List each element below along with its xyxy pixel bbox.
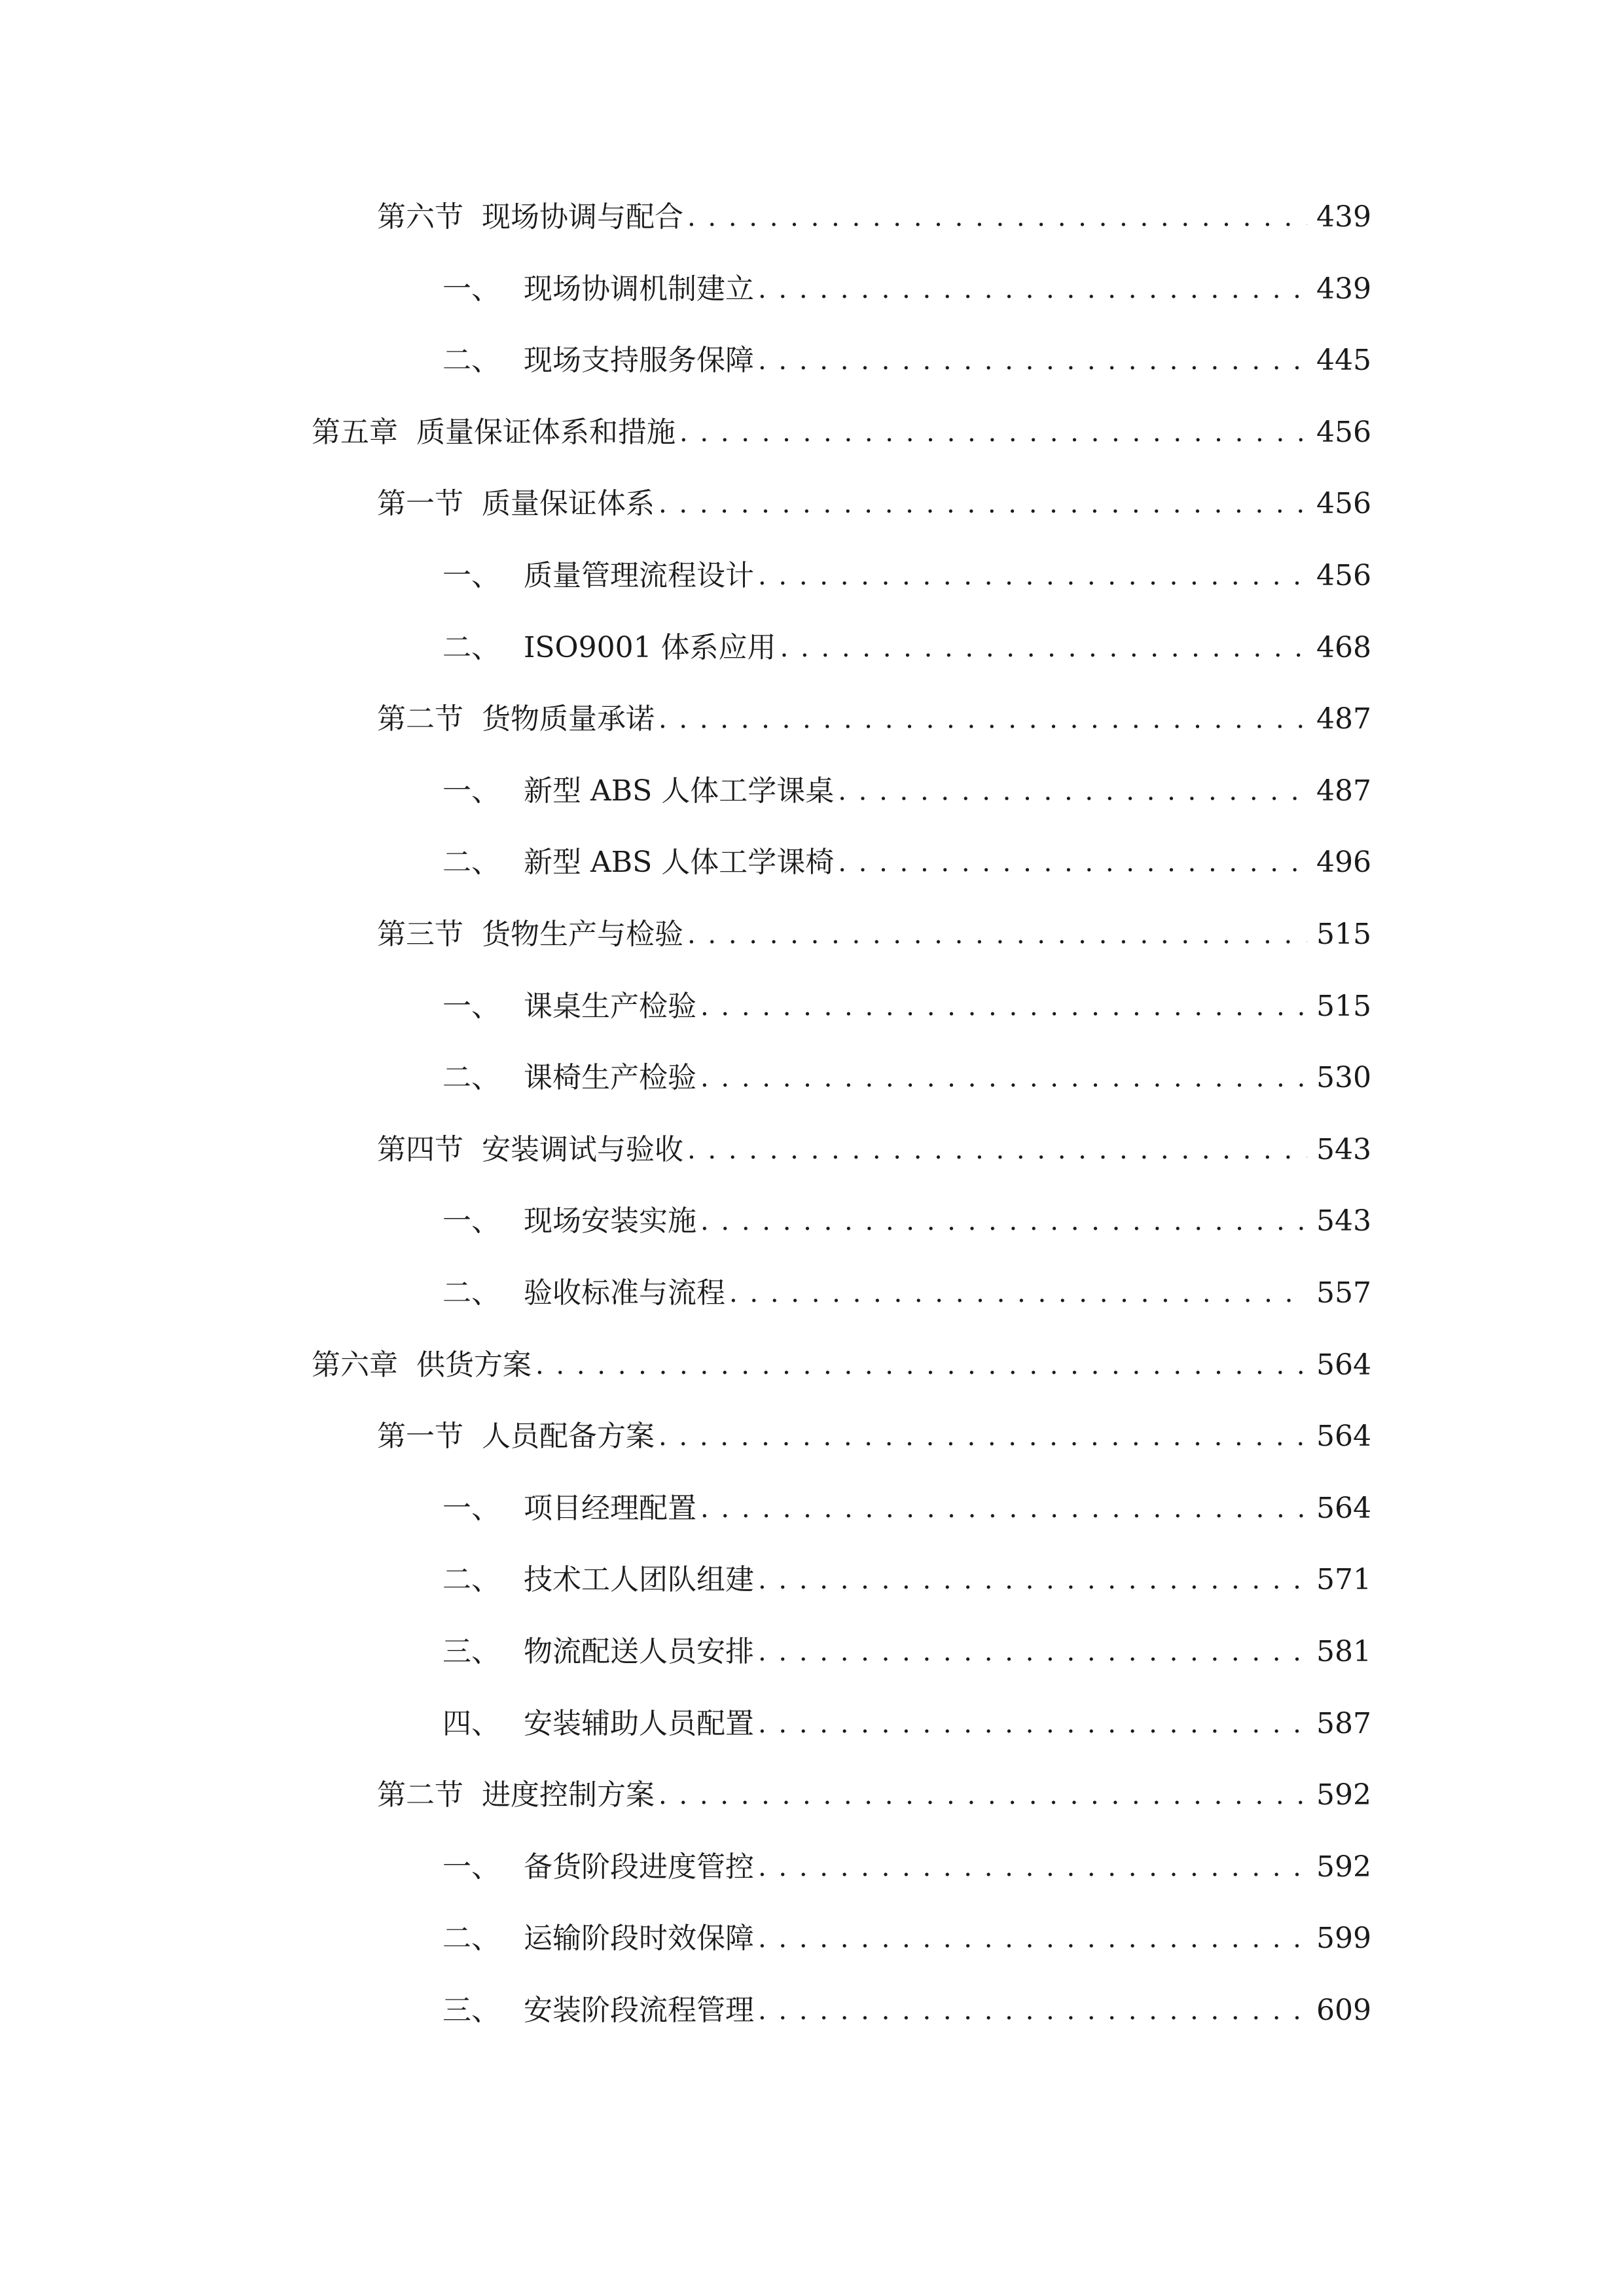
- toc-entry[interactable]: [442, 1627, 1371, 1677]
- toc-entry-number: 第六节: [377, 200, 463, 234]
- dot-leader: [659, 694, 1307, 744]
- toc-entry-label: [312, 1340, 535, 1390]
- toc-entry-label: [377, 192, 687, 242]
- toc-entry-label: [442, 264, 758, 314]
- toc-entry-title: 进度控制方案: [482, 1778, 655, 1812]
- dot-leader: [758, 1986, 1307, 2036]
- toc-entry-number: 一、: [442, 1204, 500, 1238]
- toc-entry[interactable]: [442, 1196, 1371, 1246]
- dot-leader: [758, 264, 1307, 314]
- toc-page-number: 456: [1316, 487, 1371, 520]
- toc-entry-number: 第二节: [377, 1778, 463, 1812]
- toc-entry[interactable]: [442, 982, 1371, 1031]
- toc-entry-label: [377, 910, 687, 960]
- dot-leader: [838, 766, 1307, 816]
- toc-entry[interactable]: [442, 551, 1371, 601]
- toc-page-number: 564: [1316, 1420, 1371, 1453]
- toc-entry-label: [442, 336, 758, 386]
- toc-entry[interactable]: [377, 479, 1371, 529]
- toc-entry[interactable]: [377, 1125, 1371, 1175]
- toc-entry-number: 一、: [442, 1850, 500, 1884]
- toc-page-number: 609: [1316, 1994, 1371, 2027]
- toc-entry[interactable]: [377, 694, 1371, 744]
- toc-entry-title: ISO9001 体系应用: [524, 631, 776, 664]
- toc-entry-number: 二、: [442, 344, 500, 377]
- toc-entry-number: 二、: [442, 846, 500, 879]
- toc-entry[interactable]: [442, 1986, 1371, 2036]
- toc-page-number: 587: [1316, 1707, 1371, 1740]
- dot-leader: [780, 623, 1307, 673]
- toc-entry-title: 质量管理流程设计: [524, 559, 754, 592]
- toc-entry-title: 安装辅助人员配置: [524, 1707, 754, 1740]
- toc-entry[interactable]: [442, 1268, 1371, 1318]
- toc-entry-title: 质量保证体系: [482, 487, 655, 520]
- toc-entry[interactable]: [442, 1914, 1371, 1964]
- toc-entry[interactable]: [377, 910, 1371, 960]
- dot-leader: [659, 1412, 1307, 1462]
- dot-leader: [758, 1914, 1307, 1964]
- dot-leader: [758, 1627, 1307, 1677]
- toc-entry-title: 项目经理配置: [524, 1492, 696, 1525]
- dot-leader: [700, 1053, 1307, 1103]
- dot-leader: [679, 408, 1307, 457]
- toc-entry-number: 三、: [442, 1635, 500, 1668]
- toc-entry-label: [377, 694, 659, 744]
- toc-page-number: 530: [1316, 1061, 1371, 1094]
- toc-entry-label: [442, 1627, 758, 1677]
- toc-page-number: 557: [1316, 1276, 1371, 1310]
- toc-entry[interactable]: [377, 1770, 1371, 1820]
- toc-entry-number: 第一节: [377, 1420, 463, 1453]
- toc-entry-label: [442, 838, 838, 888]
- toc-entry-title: 质量保证体系和措施: [416, 416, 676, 449]
- toc-page-number: 496: [1316, 846, 1371, 879]
- toc-entry-number: 二、: [442, 1563, 500, 1596]
- dot-leader: [758, 1699, 1307, 1749]
- toc-entry[interactable]: [442, 1555, 1371, 1605]
- toc-entry-number: 二、: [442, 1276, 500, 1310]
- toc-entry-title: 运输阶段时效保障: [524, 1922, 754, 1955]
- toc-entry-label: [377, 1770, 659, 1820]
- toc-entry-title: 验收标准与流程: [524, 1276, 725, 1310]
- toc-entry[interactable]: [442, 264, 1371, 314]
- toc-entry-title: 物流配送人员安排: [524, 1635, 754, 1668]
- toc-entry-number: 一、: [442, 272, 500, 306]
- toc-page-number: 515: [1316, 990, 1371, 1023]
- toc-entry-label: [377, 1412, 659, 1462]
- toc-page-number: 468: [1316, 631, 1371, 664]
- toc-entry[interactable]: [377, 1412, 1371, 1462]
- toc-entry-title: 安装阶段流程管理: [524, 1994, 754, 2027]
- toc-entry-number: 一、: [442, 559, 500, 592]
- toc-entry-title: 现场协调机制建立: [524, 272, 754, 306]
- toc-entry-title: 现场安装实施: [524, 1204, 696, 1238]
- toc-page-number: 543: [1316, 1204, 1371, 1238]
- toc-entry-title: 现场协调与配合: [482, 200, 683, 234]
- toc-entry-number: 一、: [442, 774, 500, 808]
- toc-entry-label: [377, 479, 659, 529]
- toc-entry-number: 第一节: [377, 487, 463, 520]
- toc-page-number: 515: [1316, 918, 1371, 951]
- toc-page-number: 487: [1316, 702, 1371, 736]
- dot-leader: [687, 910, 1307, 960]
- toc-entry-number: 第三节: [377, 918, 463, 951]
- toc-entry-title: 课椅生产检验: [524, 1061, 696, 1094]
- toc-page-number: 564: [1316, 1492, 1371, 1525]
- toc-page-number: 564: [1316, 1348, 1371, 1382]
- toc-entry-label: [442, 1986, 758, 2036]
- toc-page-number: 439: [1316, 200, 1371, 234]
- toc-entry-label: [442, 766, 838, 816]
- toc-entry[interactable]: [442, 1053, 1371, 1103]
- toc-entry-label: [442, 551, 758, 601]
- toc-entry-title: 课桌生产检验: [524, 990, 696, 1023]
- toc-entry[interactable]: [442, 1484, 1371, 1534]
- toc-entry-label: [442, 1196, 700, 1246]
- toc-entry-number: 一、: [442, 1492, 500, 1525]
- dot-leader: [687, 1125, 1307, 1175]
- toc-page-number: 456: [1316, 559, 1371, 592]
- toc-entry-label: [312, 408, 679, 457]
- toc-entry-number: 第五章: [312, 416, 398, 449]
- toc-entry-label: [442, 623, 780, 673]
- toc-entry-number: 二、: [442, 1922, 500, 1955]
- toc-page-number: 439: [1316, 272, 1371, 306]
- toc-entry[interactable]: [442, 1842, 1371, 1892]
- toc-entry-label: [442, 1484, 700, 1534]
- dot-leader: [700, 982, 1307, 1031]
- toc-entry-title: 新型 ABS 人体工学课椅: [524, 846, 835, 879]
- toc-entry[interactable]: [442, 336, 1371, 386]
- toc-entry-label: [442, 1699, 758, 1749]
- toc-entry-number: 第六章: [312, 1348, 398, 1382]
- toc-entry[interactable]: [442, 838, 1371, 888]
- toc-entry[interactable]: [442, 1699, 1371, 1749]
- dot-leader: [838, 838, 1307, 888]
- toc-entry-label: [377, 1125, 687, 1175]
- toc-page-number: 456: [1316, 416, 1371, 449]
- dot-leader: [700, 1196, 1307, 1246]
- toc-page-number: 581: [1316, 1635, 1371, 1668]
- toc-entry[interactable]: [442, 623, 1371, 673]
- toc-entry[interactable]: [377, 192, 1371, 242]
- toc-entry-title: 技术工人团队组建: [524, 1563, 754, 1596]
- toc-entry[interactable]: [312, 408, 1371, 457]
- toc-entry[interactable]: [442, 766, 1371, 816]
- dot-leader: [687, 192, 1307, 242]
- dot-leader: [659, 479, 1307, 529]
- toc-entry-number: 一、: [442, 990, 500, 1023]
- toc-entry-title: 供货方案: [416, 1348, 532, 1382]
- dot-leader: [535, 1340, 1307, 1390]
- toc-entry-title: 人员配备方案: [482, 1420, 655, 1453]
- toc-page-number: 571: [1316, 1563, 1371, 1596]
- toc-page-number: 599: [1316, 1922, 1371, 1955]
- toc-entry-number: 二、: [442, 631, 500, 664]
- toc-entry-title: 货物生产与检验: [482, 918, 683, 951]
- toc-entry-title: 货物质量承诺: [482, 702, 655, 736]
- dot-leader: [758, 336, 1307, 386]
- toc-page-number: 592: [1316, 1778, 1371, 1812]
- dot-leader: [700, 1484, 1307, 1534]
- toc-entry-label: [442, 1914, 758, 1964]
- toc-page-number: 487: [1316, 774, 1371, 808]
- toc-entry-label: [442, 1555, 758, 1605]
- toc-entry-number: 四、: [442, 1707, 500, 1740]
- toc-entry-number: 第二节: [377, 702, 463, 736]
- toc-entry-number: 第四节: [377, 1133, 463, 1166]
- toc-entry-title: 备货阶段进度管控: [524, 1850, 754, 1884]
- dot-leader: [758, 1555, 1307, 1605]
- dot-leader: [758, 551, 1307, 601]
- toc-entry-number: 二、: [442, 1061, 500, 1094]
- dot-leader: [659, 1770, 1307, 1820]
- toc-entry[interactable]: [312, 1340, 1371, 1390]
- toc-entry-label: [442, 1842, 758, 1892]
- toc-page-number: 592: [1316, 1850, 1371, 1884]
- dot-leader: [729, 1268, 1307, 1318]
- toc-entry-title: 现场支持服务保障: [524, 344, 754, 377]
- toc-entry-label: [442, 1268, 729, 1318]
- toc-entry-title: 新型 ABS 人体工学课桌: [524, 774, 835, 808]
- toc-entry-label: [442, 1053, 700, 1103]
- toc-entry-number: 三、: [442, 1994, 500, 2027]
- toc-entry-title: 安装调试与验收: [482, 1133, 683, 1166]
- toc-entry-label: [442, 982, 700, 1031]
- dot-leader: [758, 1842, 1307, 1892]
- toc-page-number: 543: [1316, 1133, 1371, 1166]
- toc-page-number: 445: [1316, 344, 1371, 377]
